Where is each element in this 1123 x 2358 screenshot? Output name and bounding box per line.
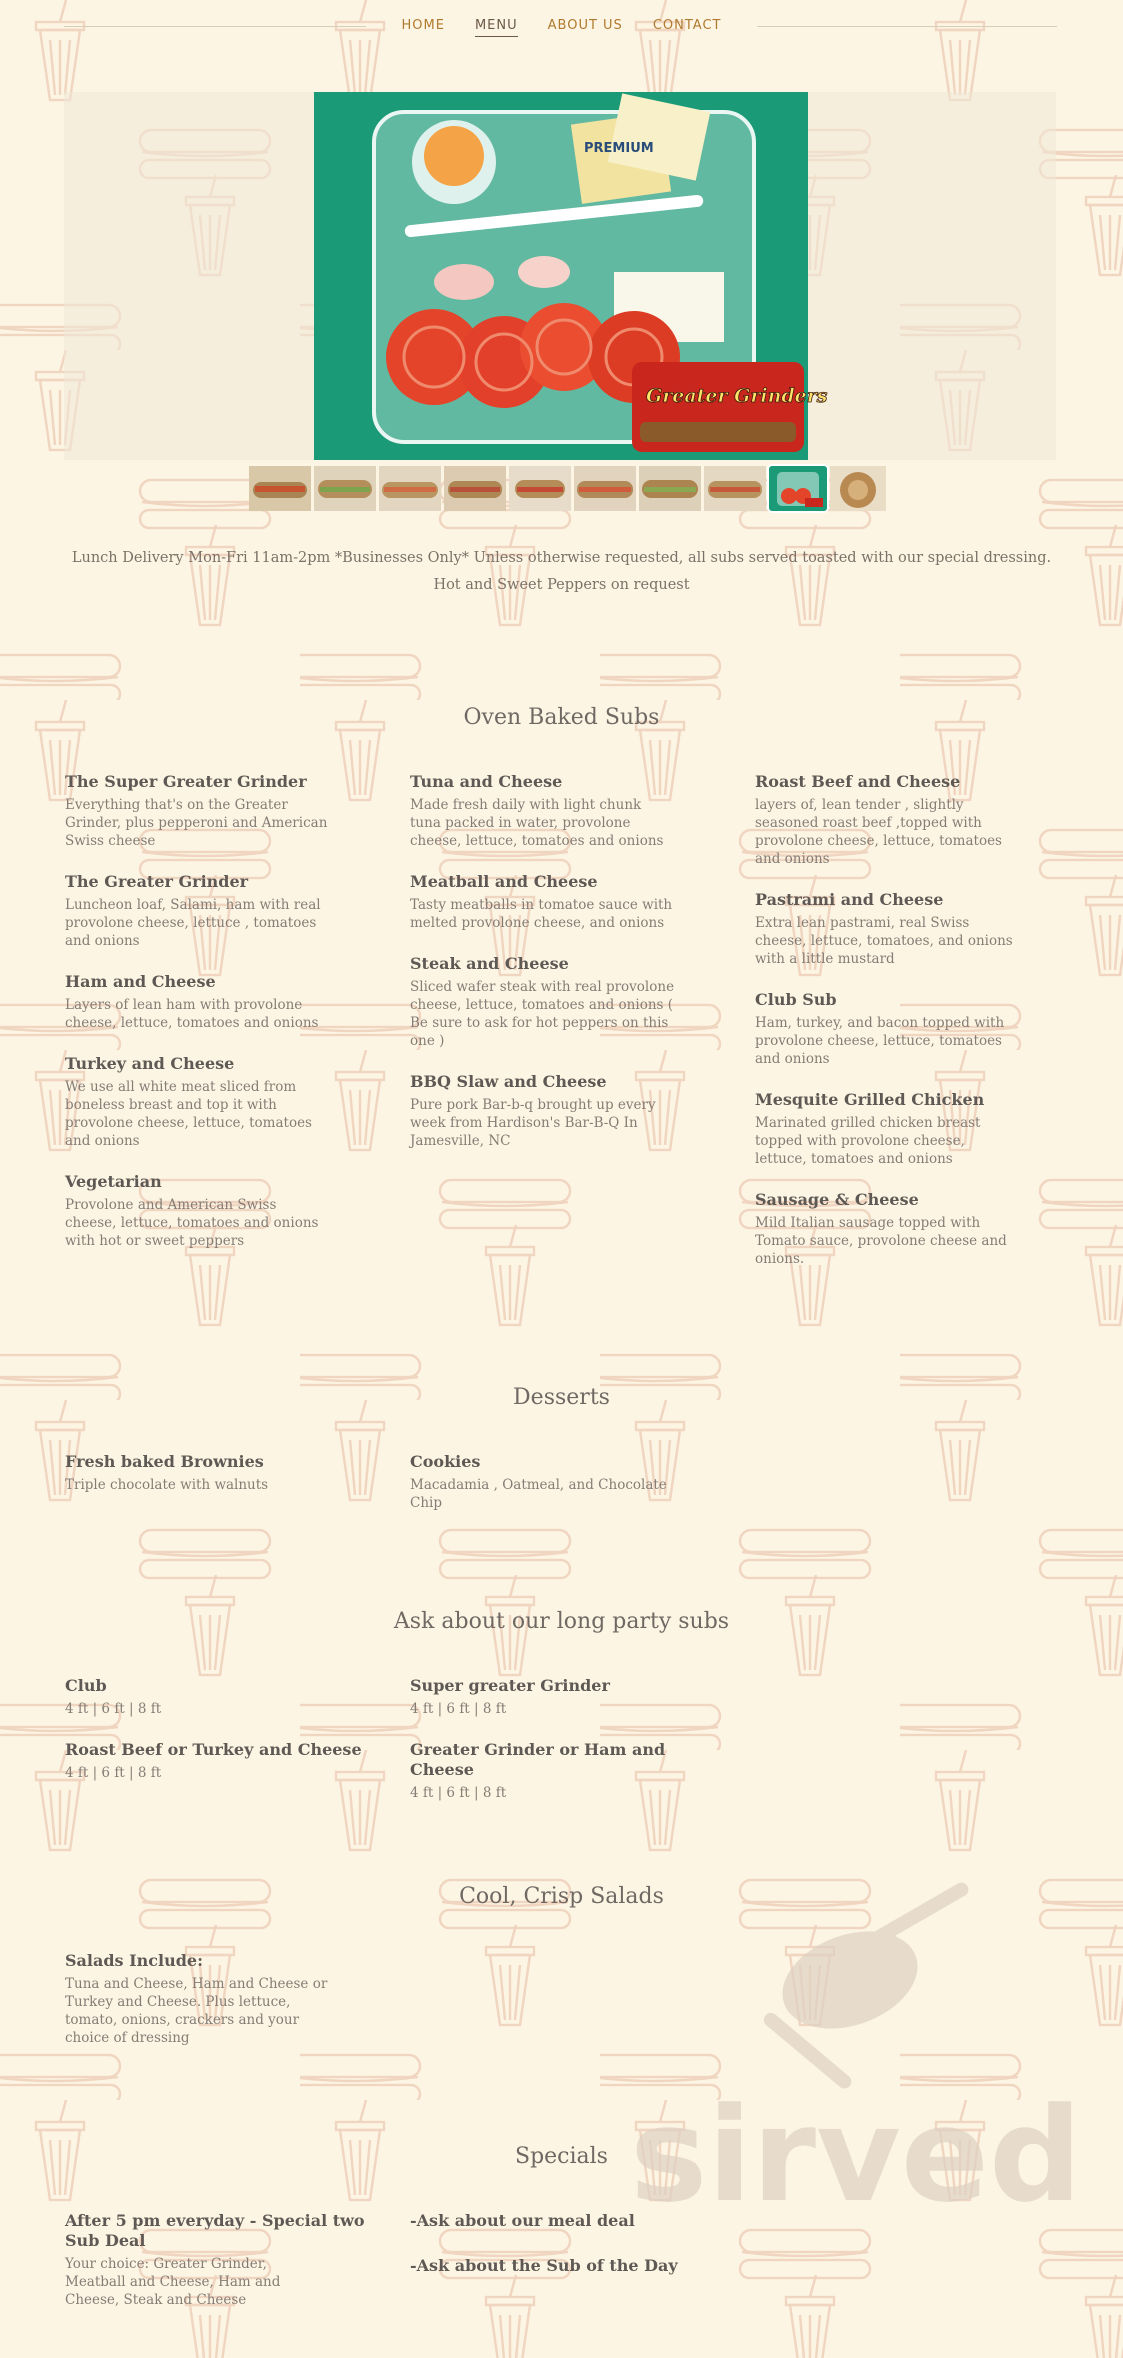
item-description: layers of, lean tender , slightly seasoned roast beef ,topped with provolone cheese, lettuce, tomatoes and onions <box>755 797 1002 867</box>
item-description: Pure pork Bar-b-q brought up every week from Hardison's Bar-B-Q In Jamesville, NC <box>410 1097 656 1149</box>
menu-item <box>410 1072 675 1150</box>
item-name: Salads Include: <box>65 1951 203 1970</box>
menu-column-1 <box>65 772 330 1272</box>
thumbnail-4[interactable] <box>444 466 506 511</box>
item-sizes: 4 ft | 6 ft | 8 ft <box>65 1765 162 1781</box>
item-name: After 5 pm everyday - Special two Sub Deal <box>65 2211 365 2250</box>
nav-contact[interactable]: CONTACT <box>652 18 722 33</box>
item-sizes: 4 ft | 6 ft | 8 ft <box>65 1701 162 1717</box>
menu-item <box>65 1172 330 1250</box>
item-description: Made fresh daily with light chunk tuna packed in water, provolone cheese, lettuce, tomatoes and onions <box>410 797 664 849</box>
menu-item <box>65 772 330 850</box>
menu-item <box>65 1951 330 2047</box>
item-description: Macadamia , Oatmeal, and Chocolate Chip <box>410 1477 667 1511</box>
item-name: Mesquite Grilled Chicken <box>755 1090 985 1109</box>
menu-item <box>65 972 330 1032</box>
main-photo[interactable] <box>314 92 828 460</box>
menu-item <box>65 1452 330 1494</box>
greater-grinders-logo <box>632 362 828 452</box>
item-name: Super greater Grinder <box>410 1676 610 1695</box>
item-description: Layers of lean ham with provolone cheese, lettuce, tomatoes and onions <box>65 997 319 1031</box>
item-description: Ham, turkey, and bacon topped with provolone cheese, lettuce, tomatoes and onions <box>755 1015 1005 1067</box>
cracker-label: PREMIUM <box>584 141 654 156</box>
menu-item <box>410 954 675 1050</box>
party-column-1 <box>65 1676 365 1804</box>
menu-item <box>755 1090 1020 1168</box>
party-item <box>65 1740 365 1782</box>
thumbnail-7[interactable] <box>639 466 701 511</box>
delivery-notice: Lunch Delivery Mon-Fri 11am-2pm *Businesses Only* Unless otherwise requested, all subs served toasted with our special dressing. Hot and Sweet Peppers on request <box>71 550 1052 593</box>
menu-item <box>65 2211 365 2309</box>
thumbnail-6[interactable] <box>574 466 636 511</box>
desserts-column-1 <box>65 1452 330 1516</box>
nav-about-us[interactable]: ABOUT US <box>547 18 623 33</box>
item-name: Club <box>65 1676 107 1695</box>
item-description: Marinated grilled chicken breast topped with provolone cheese, lettuce, tomatoes and onions <box>755 1115 981 1167</box>
item-name: BBQ Slaw and Cheese <box>410 1072 607 1091</box>
menu-item <box>410 2256 710 2276</box>
item-name: Meatball and Cheese <box>410 872 598 891</box>
item-name: Cookies <box>410 1452 481 1471</box>
section-title-party-subs: Ask about our long party subs <box>393 1609 730 1634</box>
thumbnail-strip <box>249 466 886 511</box>
party-item <box>410 1740 710 1802</box>
menu-item <box>755 990 1020 1068</box>
thumbnail-10[interactable] <box>830 466 886 511</box>
item-name: Fresh baked Brownies <box>65 1452 264 1471</box>
salads-column-1 <box>65 1951 330 2069</box>
item-description: Luncheon loaf, Salami, ham with real provolone cheese, lettuce , tomatoes and onions <box>65 897 321 949</box>
thumbnail-9[interactable] <box>769 466 827 511</box>
menu-item <box>755 890 1020 968</box>
logo-text: Greater Grinders <box>646 385 828 407</box>
menu-item <box>410 2211 710 2231</box>
nav-home[interactable]: HOME <box>401 18 445 33</box>
item-name: Roast Beef or Turkey and Cheese <box>65 1740 362 1759</box>
item-name: The Super Greater Grinder <box>65 772 307 791</box>
item-name: Ham and Cheese <box>65 972 216 991</box>
item-description: Provolone and American Swiss cheese, lettuce, tomatoes and onions with hot or sweet peppers <box>65 1197 319 1249</box>
menu-item <box>65 1054 330 1150</box>
menu-item <box>410 1452 675 1512</box>
section-title-salads: Cool, Crisp Salads <box>459 1884 664 1909</box>
item-sizes: 4 ft | 6 ft | 8 ft <box>410 1785 507 1801</box>
item-description: Mild Italian sausage topped with Tomato sauce, provolone cheese and onions. <box>755 1215 1007 1267</box>
item-name: -Ask about our meal deal <box>410 2211 635 2230</box>
item-description: Tuna and Cheese, Ham and Cheese or Turkey and Cheese. Plus lettuce, tomato, onions, crackers and your choice of dressing <box>65 1976 328 2046</box>
party-item <box>410 1676 710 1718</box>
menu-item <box>410 872 675 932</box>
item-name: Steak and Cheese <box>410 954 569 973</box>
item-name: Greater Grinder or Ham and Cheese <box>410 1740 666 1779</box>
menu-item <box>755 772 1020 868</box>
desserts-column-2 <box>410 1452 675 1534</box>
item-description: Everything that's on the Greater Grinder, plus pepperoni and American Swiss cheese <box>65 797 328 849</box>
item-description: Sliced wafer steak with real provolone cheese, lettuce, tomatoes and onions ( Be sure to ask for hot peppers on this one ) <box>410 979 675 1049</box>
item-name: Roast Beef and Cheese <box>755 772 961 791</box>
thumbnail-3[interactable] <box>379 466 441 511</box>
item-description: Triple chocolate with walnuts <box>65 1477 269 1493</box>
item-name: Club Sub <box>755 990 837 1009</box>
item-description: Your choice: Greater Grinder, Meatball and Cheese, Ham and Cheese, Steak and Cheese <box>65 2256 281 2308</box>
specials-column-1 <box>65 2211 365 2331</box>
thumbnail-1[interactable] <box>249 466 311 511</box>
specials-column-2 <box>410 2211 710 2298</box>
party-column-2 <box>410 1676 710 1824</box>
menu-item <box>410 772 675 850</box>
salad-container-image <box>314 92 828 460</box>
menu-item <box>755 1190 1020 1268</box>
item-name: Turkey and Cheese <box>65 1054 235 1073</box>
party-item <box>65 1676 365 1718</box>
thumbnail-5[interactable] <box>509 466 571 511</box>
item-description: We use all white meat sliced from boneless breast and top it with provolone cheese, lettuce, tomatoes and onions <box>65 1079 312 1149</box>
section-title-specials: Specials <box>515 2144 608 2169</box>
section-title-desserts: Desserts <box>513 1385 610 1410</box>
item-description: Extra lean pastrami, real Swiss cheese, lettuce, tomatoes, and onions with a little mustard <box>755 915 1013 967</box>
menu-column-2 <box>410 772 675 1172</box>
menu-column-3 <box>755 772 1020 1290</box>
menu-item <box>65 872 330 950</box>
item-name: Pastrami and Cheese <box>755 890 944 909</box>
thumbnail-8[interactable] <box>704 466 766 511</box>
item-name: -Ask about the Sub of the Day <box>410 2256 678 2275</box>
item-sizes: 4 ft | 6 ft | 8 ft <box>410 1701 507 1717</box>
section-title-oven-baked-subs: Oven Baked Subs <box>463 705 660 730</box>
main-nav <box>0 18 1123 37</box>
item-name: Vegetarian <box>65 1172 162 1191</box>
nav-menu[interactable]: MENU <box>475 18 518 37</box>
watermark-text: sirved <box>630 2079 1083 2231</box>
thumbnail-2[interactable] <box>314 466 376 511</box>
item-name: Tuna and Cheese <box>410 772 563 791</box>
item-description: Tasty meatballs in tomatoe sauce with melted provolone cheese, and onions <box>410 897 673 931</box>
item-name: The Greater Grinder <box>65 872 249 891</box>
item-name: Sausage & Cheese <box>755 1190 919 1209</box>
